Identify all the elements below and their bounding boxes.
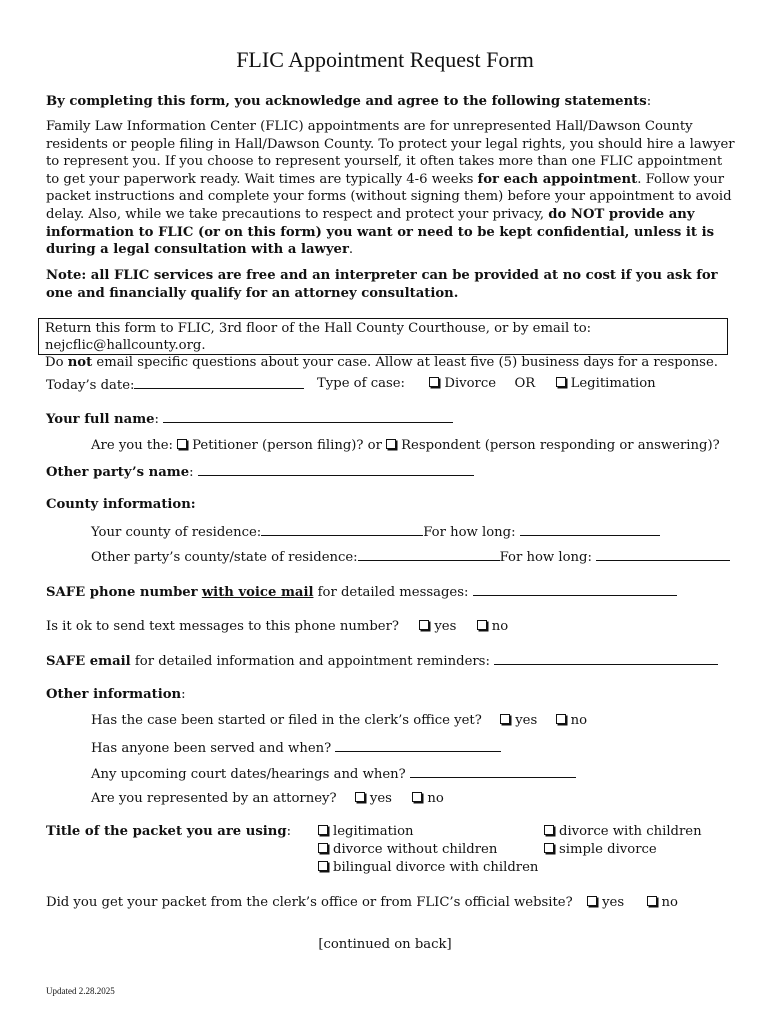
packet-source-yes-checkbox[interactable] xyxy=(587,896,597,906)
county-info-heading: County information: xyxy=(46,497,196,512)
text-yes-checkbox[interactable] xyxy=(419,620,429,630)
or-label: OR xyxy=(514,376,536,391)
safe-phone-field[interactable] xyxy=(473,583,677,596)
return-line-2-post: email specific questions about your case. Allow at least five (5) business days for a response. xyxy=(92,355,718,370)
type-of-case-label: Type of case: xyxy=(317,376,405,391)
intro-body-1: Family Law Information Center (FLIC) appointments are for unrepresented Hall/Dawson County residents or people filing in Hall/Dawson County. To protect your legal rights, you should hire a lawyer to represent you. If you choose to represent yourself, it often takes more than one FLIC appointment to get your paperwork ready. Wait times are typically 4-6 weeks xyxy=(46,119,735,187)
other-county-field[interactable] xyxy=(358,548,500,561)
safe-email-label: SAFE email xyxy=(46,654,131,669)
packet-source-no-checkbox[interactable] xyxy=(647,896,657,906)
case-started-row xyxy=(91,713,587,728)
other-county-label: Other party’s county/state of residence: xyxy=(91,550,358,565)
other-duration-field[interactable] xyxy=(596,548,730,561)
for-how-long-label: For how long: xyxy=(423,525,516,540)
packet-source-no-label: no xyxy=(661,895,678,910)
packet-source-label: Did you get your packet from the clerk’s office or from FLIC’s official website? xyxy=(46,895,573,910)
full-name-colon: : xyxy=(154,412,159,427)
packet-legitimation-checkbox[interactable] xyxy=(318,825,328,835)
intro-heading xyxy=(46,93,736,111)
page-title: FLIC Appointment Request Form xyxy=(236,47,534,72)
voice-mail-label: with voice mail xyxy=(201,585,314,600)
intro-body-3: . xyxy=(348,242,354,258)
represented-no-checkbox[interactable] xyxy=(412,792,422,802)
intro-heading-colon: : xyxy=(646,94,652,109)
packet-title-label: Title of the packet you are using xyxy=(46,824,287,839)
other-county-row xyxy=(91,548,730,565)
intro-body-2: . Follow your packet instructions and complete your forms (without signing them) before your appointment to avoid delay. Also, while we take precautions to respect and protect your privacy, xyxy=(46,171,732,222)
packet-option-legitimation xyxy=(318,824,414,839)
county-residence-row xyxy=(91,523,660,540)
packet-option-simple-divorce xyxy=(544,842,657,857)
full-name-field[interactable] xyxy=(163,410,453,423)
full-name-label: Your full name xyxy=(46,412,155,427)
packet-divorce-with-children-label: divorce with children xyxy=(559,824,702,839)
case-started-no-checkbox[interactable] xyxy=(556,714,566,724)
text-no-checkbox[interactable] xyxy=(477,620,487,630)
return-line-2-bold: not xyxy=(67,355,93,370)
safe-email-rest-label: for detailed information and appointment reminders: xyxy=(134,654,490,669)
divorce-label: Divorce xyxy=(444,376,497,391)
represented-label: Are you represented by an attorney? xyxy=(91,791,337,806)
petitioner-checkbox[interactable] xyxy=(177,439,187,449)
packet-option-divorce-with-children xyxy=(544,824,702,839)
packet-simple-divorce-checkbox[interactable] xyxy=(544,843,554,853)
safe-phone-label: SAFE phone number xyxy=(46,585,198,600)
note-text: Note: all FLIC services are free and an interpreter can be provided at no cost if you ask for one and financially qualify for an attorney consultation. xyxy=(46,268,718,301)
packet-divorce-without-children-checkbox[interactable] xyxy=(318,843,328,853)
are-you-label: Are you the: xyxy=(91,438,173,453)
case-started-yes-label: yes xyxy=(515,713,538,728)
text-ok-row xyxy=(46,619,508,634)
safe-phone-rest-label: for detailed messages: xyxy=(317,585,469,600)
respondent-label: Respondent (person responding or answering)? xyxy=(401,438,720,453)
intro-body-bold-2: do NOT provide any information to FLIC (or on this form) you want or need to be kept confidential, unless it is during a legal consultation with a lawyer xyxy=(46,206,715,258)
court-dates-label: Any upcoming court dates/hearings and when? xyxy=(91,767,406,782)
packet-option-divorce-without-children xyxy=(318,842,497,857)
text-ok-label: Is it ok to send text messages to this phone number? xyxy=(46,619,399,634)
packet-option-bilingual xyxy=(318,860,538,875)
other-party-name-field[interactable] xyxy=(198,463,474,476)
petitioner-label: Petitioner (person filing)? or xyxy=(192,438,382,453)
other-info-heading: Other information xyxy=(46,687,182,702)
packet-simple-divorce-label: simple divorce xyxy=(559,842,657,857)
county-residence-field[interactable] xyxy=(261,523,423,536)
served-label: Has anyone been served and when? xyxy=(91,741,332,756)
packet-source-yes-label: yes xyxy=(602,895,625,910)
type-of-case-row xyxy=(317,376,656,391)
packet-bilingual-checkbox[interactable] xyxy=(318,861,328,871)
case-started-yes-checkbox[interactable] xyxy=(500,714,510,724)
todays-date-row xyxy=(46,376,304,393)
packet-source-row xyxy=(46,895,678,910)
continued-note: [continued on back] xyxy=(318,937,452,952)
text-no-label: no xyxy=(491,619,509,634)
party-role-row xyxy=(91,438,720,453)
other-party-name-row xyxy=(46,463,474,480)
other-for-how-long-label: For how long: xyxy=(499,550,592,565)
safe-email-field[interactable] xyxy=(494,652,718,665)
text-yes-label: yes xyxy=(434,619,457,634)
county-residence-label: Your county of residence: xyxy=(91,525,262,540)
full-name-row xyxy=(46,410,453,427)
case-started-no-label: no xyxy=(570,713,588,728)
served-row xyxy=(91,739,501,756)
packet-divorce-with-children-checkbox[interactable] xyxy=(544,825,554,835)
other-info-heading-row xyxy=(46,687,186,702)
legitimation-checkbox[interactable] xyxy=(556,377,566,387)
packet-title-label-row xyxy=(46,824,291,839)
return-instructions-box xyxy=(38,318,728,370)
intro-paragraph xyxy=(46,118,736,259)
return-line-2 xyxy=(45,354,727,371)
safe-phone-row xyxy=(46,583,677,600)
safe-email-row xyxy=(46,652,718,669)
other-party-name-colon: : xyxy=(189,465,194,480)
packet-bilingual-label: bilingual divorce with children xyxy=(333,860,539,875)
packet-title-colon: : xyxy=(286,824,292,839)
represented-yes-checkbox[interactable] xyxy=(355,792,365,802)
return-line-1: Return this form to FLIC, 3rd floor of the Hall County Courthouse, or by email to: nejcflic@hallcounty.org. xyxy=(45,321,592,353)
packet-divorce-without-children-label: divorce without children xyxy=(333,842,498,857)
todays-date-label: Today’s date: xyxy=(46,378,135,393)
other-info-colon: : xyxy=(181,687,186,702)
court-dates-field[interactable] xyxy=(410,765,576,778)
represented-row xyxy=(91,791,444,806)
represented-no-label: no xyxy=(427,791,444,806)
legitimation-label: Legitimation xyxy=(570,376,656,391)
intro-body-bold-1: for each appointment xyxy=(477,171,638,187)
respondent-checkbox[interactable] xyxy=(386,439,396,449)
served-field[interactable] xyxy=(335,739,501,752)
divorce-checkbox[interactable] xyxy=(429,377,439,387)
case-started-label: Has the case been started or filed in the clerk’s office yet? xyxy=(91,713,482,728)
packet-legitimation-label: legitimation xyxy=(333,824,414,839)
todays-date-field[interactable] xyxy=(134,376,304,389)
other-party-name-label: Other party’s name xyxy=(46,465,190,480)
represented-yes-label: yes xyxy=(369,791,392,806)
updated-date: Updated 2.28.2025 xyxy=(46,986,115,996)
return-line-2-pre: Do xyxy=(45,355,68,370)
intro-heading-text: By completing this form, you acknowledge and agree to the following statements xyxy=(46,94,647,109)
court-dates-row xyxy=(91,765,576,782)
residence-duration-field[interactable] xyxy=(520,523,660,536)
